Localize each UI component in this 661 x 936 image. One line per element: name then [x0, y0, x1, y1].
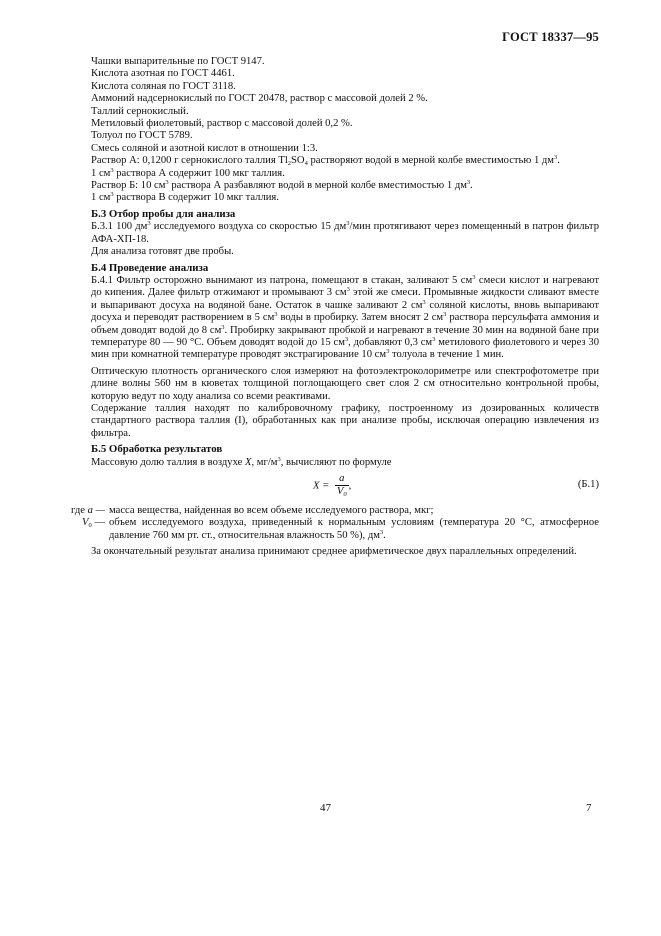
- page-number-center: 47: [320, 802, 331, 814]
- paragraph-b4-2: Оптическую плотность органического слоя измеряют на фотоэлектроколориметре или спектрофотометре при длине волны 560 нм в кюветах толщиной поглощающего свет слоя 2 см относительно контрольной пробы, которую ведут по ходу анализа со всеми реактивами.: [91, 365, 599, 402]
- solution-b-content: 1 $см^3$ раствора В содержит 10 мкг таллия.: [91, 191, 279, 204]
- reagent-line: Чашки выпарительные по ГОСТ 9147.: [91, 56, 265, 67]
- paragraph-b5-intro: Массовую долю таллия в воздухе X, $мг/м^3$, вычисляют по формуле: [91, 455, 392, 468]
- paragraph-b4-3: Содержание таллия находят по калибровочному графику, построенному из дозированных количеств стандартного раствора таллия (I), обработанных как при анализе пробы, исключая операцию извлечения из фильтра.: [91, 402, 599, 439]
- document-code: ГОСТ 18337—95: [502, 30, 599, 44]
- paragraph-b5-final: За окончательный результат анализа принимают среднее арифметическое двух параллельных определений.: [91, 546, 577, 558]
- paragraph-b3-2: Для анализа готовят две пробы.: [91, 246, 234, 258]
- paragraph-b3-1: Б.3.1 100 $дм^3$ исследуемого воздуха со скоростью 15 $дм^3$/мин протягивают через помещенный в патрон фильтр АФА-ХП-18.: [91, 220, 599, 245]
- formula-number: (Б.1): [577, 479, 599, 490]
- reagent-line: Аммоний надсернокислый по ГОСТ 20478, раствор с массовой долей 2 %.: [91, 93, 428, 105]
- reagent-line: Кислота соляная по ГОСТ 3118.: [91, 80, 236, 92]
- definition-a: где a — масса вещества, найденная во всем объеме исследуемого раствора, мкг;: [71, 505, 434, 516]
- section-title-b5: Б.5 Обработка результатов: [91, 443, 223, 456]
- reagent-line: Метиловый фиолетовый, раствор с массовой долей 0,2 %.: [91, 118, 353, 130]
- formula-expression: X = $\frac{a}{V_0}$ ,: [313, 473, 352, 499]
- solution-a-line: Раствор А: 0,1200 г сернокислого таллия $Tl_2SO_4$ растворяют водой в мерной колбе вместимостью 1 $дм^3$.: [91, 154, 560, 168]
- section-title-b4: Б.4 Проведение анализа: [91, 261, 209, 274]
- paragraph-b4-1: Б.4.1 Фильтр осторожно вынимают из патрона, помещают в стакан, заливают 5 $см^3$ смеси кислот и нагревают до кипения. Далее фильтр отжимают и промывают 3 $см^3$ этой же смеси. Промывные жидкости сливают вместе и выпаривают досуха на водяной бане. Остаток в чашке заливают 2 $см^3$ соляной кислоты, вновь выпаривают досуха и переводят растворением в 5 $см^3$ воды в пробирку. Затем вносят 2 $см^3$ раствора персульфата аммония и объем доводят водой до 8 $см^3$. Пробирку закрывают пробкой и нагревают в течение 30 мин на водяной бане при температуре 80 — 90 °С. Объем доводят водой до 15 $см^3$, добавляют 0,3 $см^3$ метилового фиолетового и через 30 мин при комнатной температуре проводят экстрагирование 10 $см^3$ толуола в течение 1 мин.: [91, 273, 600, 361]
- reagent-line: Толуол по ГОСТ 5789.: [91, 130, 193, 142]
- reagent-line: Кислота азотная по ГОСТ 4461.: [91, 68, 235, 80]
- solution-a-content: 1 $см^3$ раствора А содержит 100 мкг таллия.: [91, 166, 285, 179]
- reagent-line: Таллий сернокислый.: [91, 105, 189, 117]
- reagent-line: Смесь соляной и азотной кислот в отношении 1:3.: [91, 142, 318, 154]
- solution-b-line: Раствор Б: 10 $см^3$ раствора А разбавляют водой в мерной колбе вместимостью 1 $дм^3$.: [91, 179, 473, 192]
- section-title-b3: Б.3 Отбор пробы для анализа: [91, 207, 236, 220]
- variable-definitions: [71, 505, 599, 542]
- formula-b1: [91, 471, 599, 503]
- page-number-right: 7: [586, 802, 592, 814]
- definition-v0: $V_0$ — объем исследуемого воздуха, приведенный к нормальным условиям (температура 20 °С, атмосферное давление 760 мм рт. ст., относительная влажность 50 %), $дм^3$.: [82, 517, 599, 541]
- document-body: [71, 56, 600, 559]
